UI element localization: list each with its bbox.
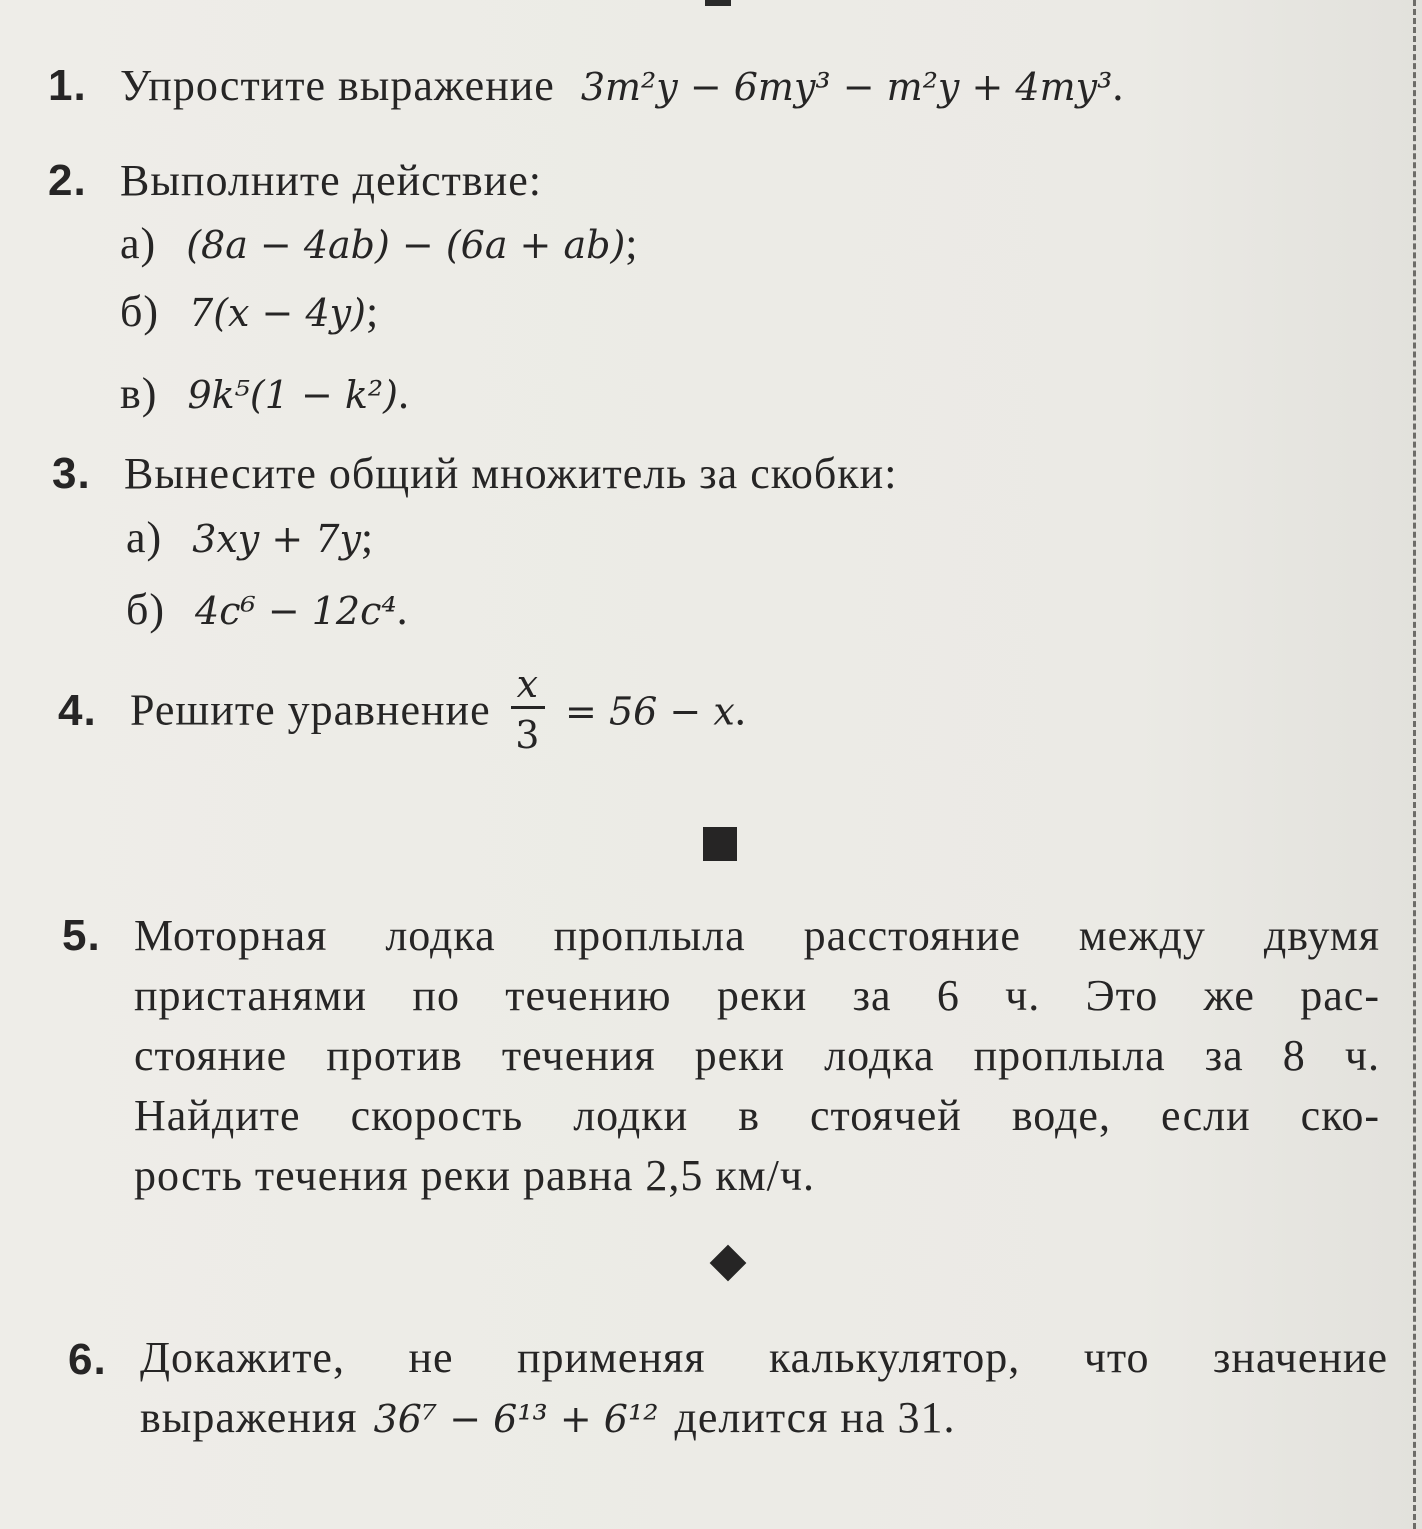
task-5-text — [134, 906, 1380, 1206]
task-2-item-b — [120, 286, 379, 337]
task-number: 6. — [68, 1335, 107, 1384]
task-expression: 3m²y − 6my³ − m²y + 4my³ — [580, 65, 1113, 109]
task-6-text — [140, 1328, 1388, 1449]
task-text: Упростите выражение — [120, 61, 555, 110]
item-expression: (8a − 4ab) − (6a + ab) — [186, 223, 626, 267]
task-3-item-a — [126, 512, 374, 563]
line-text: выражения — [140, 1393, 358, 1442]
task-number: 1. — [48, 61, 87, 110]
text-line: Найдите скорость лодки в стоячей воде, если ско- — [134, 1091, 1380, 1140]
task-expression: 36⁷ − 6¹³ + 6¹² — [373, 1397, 659, 1441]
item-label: в) — [120, 369, 158, 418]
task-text: Выполните действие: — [120, 156, 542, 205]
cut-line — [1413, 0, 1416, 1529]
item-expression: 4c⁶ − 12c⁴ — [195, 589, 397, 633]
task-number: 4. — [58, 685, 97, 735]
item-label: а) — [126, 513, 163, 562]
task-3 — [52, 448, 897, 499]
text-line: Моторная лодка проплыла расстояние между двумя — [134, 911, 1380, 960]
fraction — [511, 664, 545, 757]
text-line: Докажите, не применяя калькулятор, что значение — [140, 1333, 1388, 1382]
task-end: . — [734, 685, 747, 735]
item-label: а) — [120, 219, 157, 268]
item-expression: 9k⁵(1 − k²) — [187, 373, 398, 417]
top-marker — [705, 0, 731, 6]
item-label: б) — [120, 287, 160, 336]
line-end: делится на 31. — [674, 1393, 956, 1442]
item-label: б) — [126, 585, 166, 634]
item-end: . — [396, 585, 409, 634]
task-5-number-wrap — [62, 910, 134, 961]
task-text: Вынесите общий множитель за скобки: — [124, 449, 898, 498]
fraction-denominator: 3 — [515, 713, 541, 757]
task-number: 5. — [62, 911, 101, 960]
text-line — [140, 1388, 1388, 1449]
item-expression: 7(x − 4y) — [189, 291, 366, 335]
task-3-item-b — [126, 584, 409, 635]
task-6-number-wrap — [68, 1334, 140, 1385]
item-end: . — [397, 369, 410, 418]
task-end: . — [1112, 61, 1125, 110]
item-end: ; — [365, 287, 380, 336]
task-2-item-c — [120, 368, 410, 419]
task-number: 2. — [48, 156, 87, 205]
text-line: рость течения реки равна 2,5 км/ч. — [134, 1151, 815, 1200]
section-diamond-marker — [710, 1245, 747, 1282]
equation-rhs: = 56 − x — [565, 689, 735, 734]
task-2 — [48, 155, 542, 206]
item-end: ; — [625, 219, 639, 268]
text-line: стояние против течения реки лодка проплыла за 8 ч. — [134, 1031, 1380, 1080]
fraction-numerator: x — [511, 664, 545, 709]
section-square-marker — [703, 827, 737, 861]
text-line: пристанями по течению реки за 6 ч. Это же рас- — [134, 971, 1380, 1020]
item-end: ; — [360, 513, 375, 562]
task-1 — [48, 60, 1124, 111]
item-expression: 3xy + 7y — [192, 517, 361, 561]
task-2-item-a — [120, 218, 639, 269]
task-4 — [58, 662, 747, 761]
task-text: Решите уравнение — [130, 685, 491, 735]
task-number: 3. — [52, 449, 91, 498]
